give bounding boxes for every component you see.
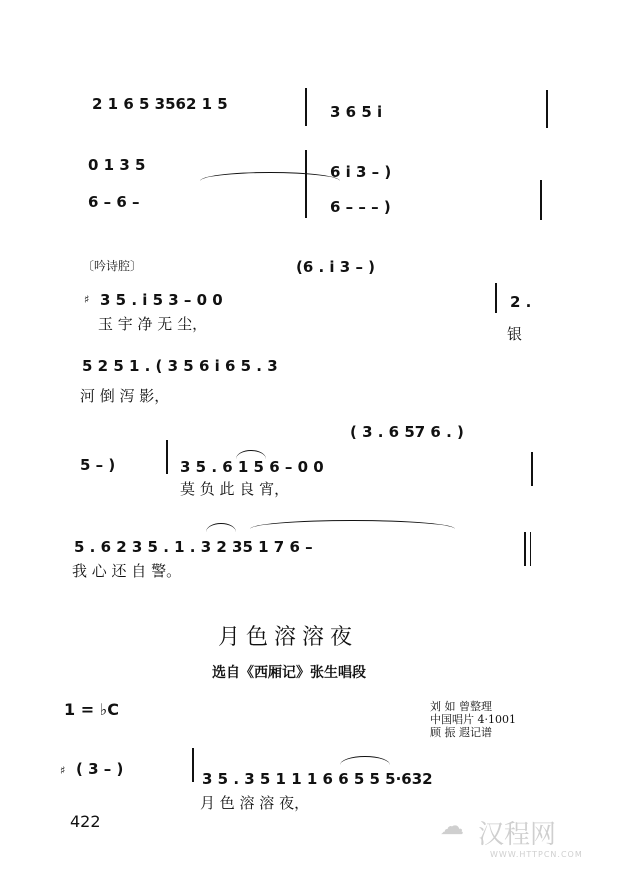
system3-lyrics: 玉 宇 净 无 尘， [98,315,208,333]
barline [305,150,307,218]
credit-line: 中国唱片 4·1001 [430,713,516,726]
system5-notes-left: 5 – ) [80,456,116,474]
system5-lyrics: 莫 负 此 良 宵， [180,480,290,498]
credit-line: 顾 振 遐记谱 [430,726,492,739]
barline [540,180,542,220]
watermark-url: WWW.HTTPCN.COM [490,850,583,859]
barline [192,748,194,782]
system3-intro: (6 . i 3 – ) [296,258,376,276]
system5-intro: ( 3 . 6 57 6 . ) [350,423,464,441]
song-subtitle: 选自《西厢记》张生唱段 [212,665,366,681]
system2-row2-right: 6 – – – ) [330,198,391,216]
system7-intro: ( 3 – ) [76,760,124,778]
slur [236,450,266,459]
system2-row1-right: 6 i 3 – ) [330,163,392,181]
system4-notes: 5 2 5 1 . ( 3 5 6 i 6 5 . 3 [82,357,278,375]
system5-notes: 3 5 . 6 1 5 6 – 0 0 [180,458,324,476]
system6-lyrics: 我 心 还 自 警。 [72,562,182,580]
system1-notes-left: 2 1 6 5 3562 1 5 [92,95,228,113]
watermark-text: 汉程网 [478,820,557,850]
slur [206,523,236,532]
system7-notes: 3 5 . 3 5 1 1 1 6 6 5 5 5·632 [202,770,433,788]
barline [531,452,533,486]
system6-notes: 5 . 6 2 3 5 . 1 . 3 2 35 1 7 6 – [74,538,313,556]
watermark-logo-icon: ☁ [440,812,464,840]
system3-notes-after: 2 . [510,293,532,311]
song-title: 月色溶溶夜 [218,625,359,650]
system3-notes: 3 5 . i 5 3 – 0 0 [100,291,223,309]
sharp-mark: ♯ [84,293,90,306]
barline [305,88,307,126]
barline [495,283,497,313]
system2-row2-left: 6 – 6 – [88,193,140,211]
barline [524,532,526,566]
slur [250,520,455,529]
slur [200,172,340,181]
sharp-mark: ♯ [60,764,66,777]
section-label: 〔吟诗腔〕 [82,259,143,273]
system4-lyrics: 河 倒 泻 影， [80,387,170,405]
credits [430,700,516,739]
system3-lyrics-after: 银 [507,325,523,343]
system7-lyrics: 月 色 溶 溶 夜， [200,794,310,812]
system2-row1-left: 0 1 3 5 [88,156,146,174]
key-signature: 1 = ♭C [64,700,119,719]
system1-notes-right: 3 6 5 i [330,103,383,121]
barline [166,440,168,474]
slur [340,756,390,765]
page-number: 422 [70,812,101,831]
credit-line: 刘 如 曾整理 [430,700,492,713]
barline [530,532,531,566]
barline [546,90,548,128]
